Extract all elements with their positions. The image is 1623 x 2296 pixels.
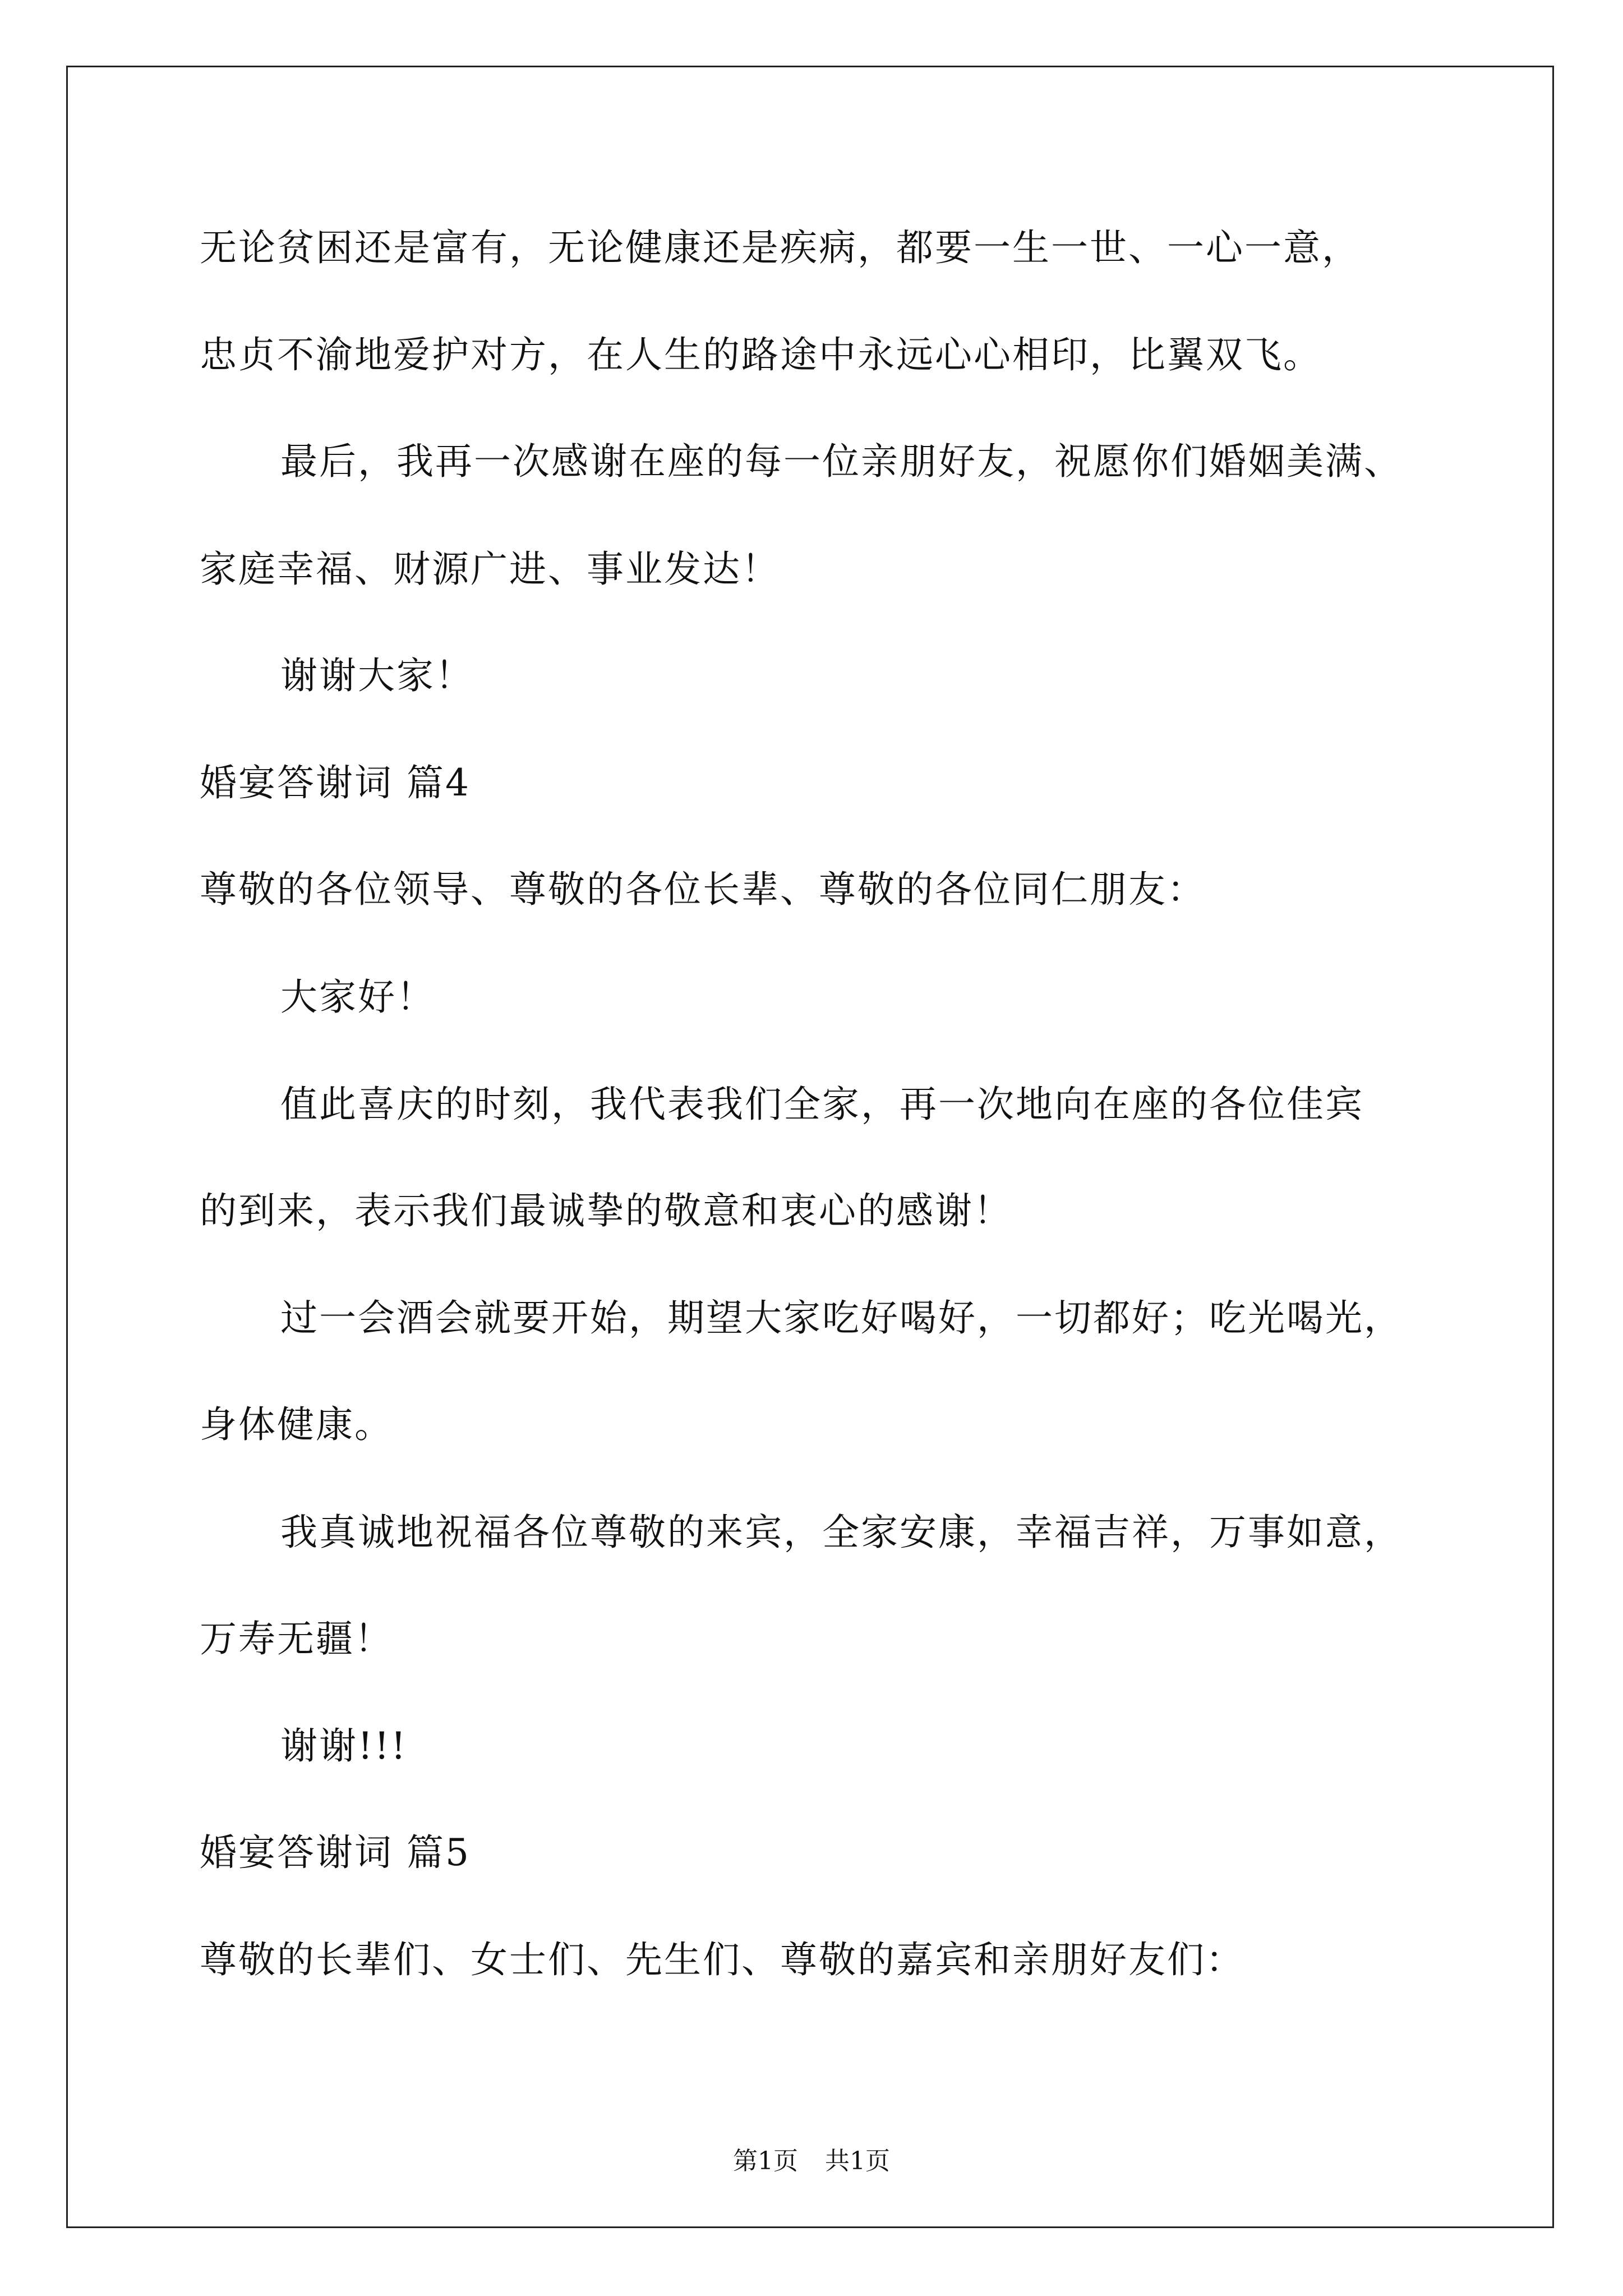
salutation: 尊敬的各位领导、尊敬的各位长辈、尊敬的各位同仁朋友： [200,868,1206,911]
text-line: 身体健康。 [200,1403,393,1446]
text-line: 万寿无疆！ [200,1617,393,1660]
text-line: 过一会酒会就要开始，期望大家吃好喝好，一切都好；吃光喝光， [280,1296,1403,1340]
section-heading: 婚宴答谢词 篇5 [200,1831,471,1874]
text-line: 无论贫困还是富有，无论健康还是疾病，都要一生一世、一心一意， [200,226,1361,269]
page-number-total: 共1页 [825,2147,890,2175]
salutation: 尊敬的长辈们、女士们、先生们、尊敬的嘉宾和亲朋好友们： [200,1938,1244,1981]
text-line: 的到来，表示我们最诚挚的敬意和衷心的感谢！ [200,1189,1012,1232]
text-line: 大家好！ [280,976,435,1019]
page-border [66,66,1554,2228]
text-line: 谢谢大家！ [280,654,474,697]
text-line: 最后，我再一次感谢在座的每一位亲朋好友，祝愿你们婚姻美满、 [280,440,1403,483]
page-footer [0,2146,1623,2177]
page-number-current: 第1页 [733,2147,798,2175]
text-line: 值此喜庆的时刻，我代表我们全家，再一次地向在座的各位佳宾 [280,1083,1364,1126]
section-heading: 婚宴答谢词 篇4 [200,761,471,804]
text-line: 家庭幸福、财源广进、事业发达！ [200,547,780,591]
text-line: 我真诚地祝福各位尊敬的来宾，全家安康，幸福吉祥，万事如意， [280,1511,1403,1554]
text-line: 谢谢!!! [280,1724,408,1768]
text-line: 忠贞不渝地爱护对方，在人生的路途中永远心心相印，比翼双飞。 [200,333,1322,376]
